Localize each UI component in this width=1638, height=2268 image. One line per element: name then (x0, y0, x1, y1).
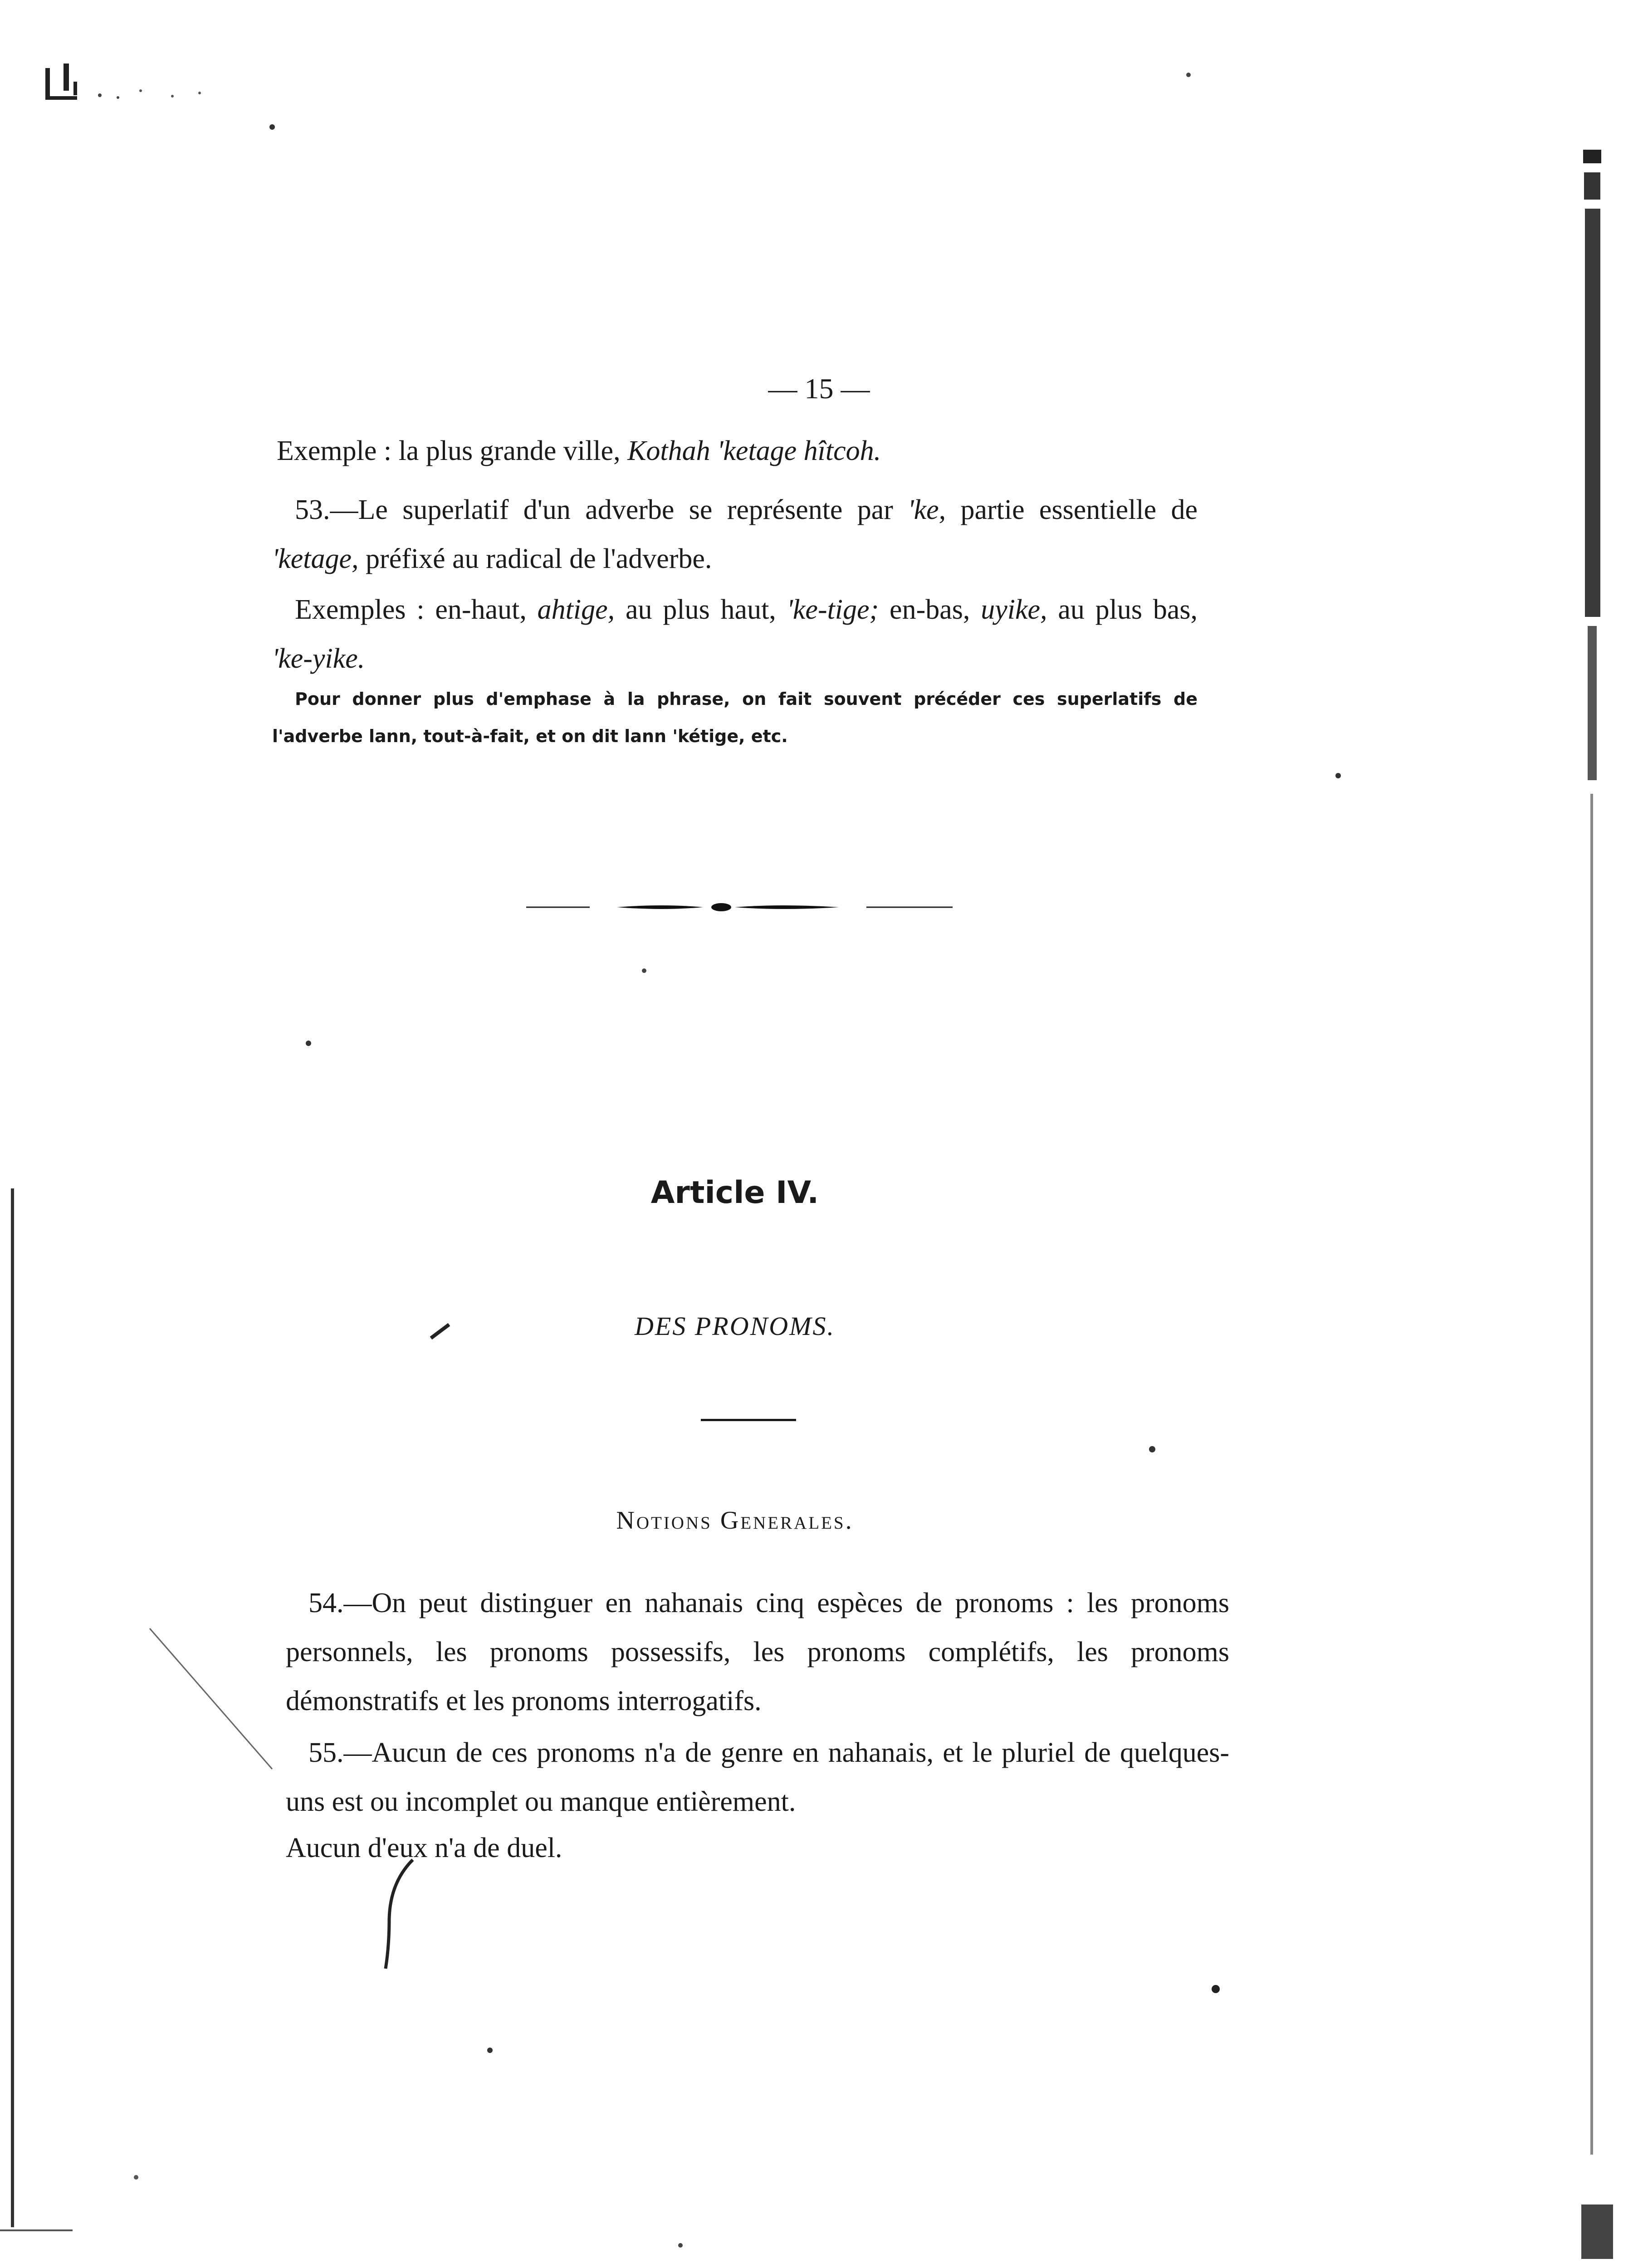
footnote-emphasis: Pour donner plus d'emphase à la phrase, on fait souvent précéder ces superlatifs de l'adverbe lann, tout-à-fait, et on dit lann 'kétige, etc. (272, 689, 1198, 746)
paragraph-53-text-c: préfixé au radical de l'adverbe. (366, 543, 712, 574)
article-title: Article IV. (650, 1175, 819, 1211)
paragraph-53-text-a: Le superlatif d'un adverbe se représente par (358, 494, 893, 525)
section-title: DES PRONOMS. (635, 1311, 835, 1341)
page-number: — 15 — (768, 372, 870, 405)
paragraph-53-term-a: 'ke, (908, 494, 946, 525)
paragraph-53-number: 53.— (295, 494, 358, 525)
examples-plain-4: au plus bas, (1058, 594, 1198, 625)
examples-term-2: 'ke-tige; (787, 594, 879, 625)
examples-term-4: 'ke-yike. (272, 643, 365, 674)
paragraph-55: 55.—Aucun de ces pronoms n'a de genre en nahanais, et le pluriel de quelques-uns est ou incomplet ou manque entièrement. (286, 1737, 1229, 1817)
paragraph-55-note: Aucun d'eux n'a de duel. (286, 1833, 562, 1863)
examples-label: Exemples : (295, 594, 425, 625)
example-label: Exemple : la plus grande ville, (277, 435, 621, 466)
paragraph-53-text-b: partie essentielle de (960, 494, 1198, 525)
subsection-title: Notions Generales. (616, 1506, 854, 1535)
examples-term-3: uyike, (981, 594, 1047, 625)
examples-plain-3: en-bas, (890, 594, 970, 625)
examples-term-1: ahtige, (537, 594, 615, 625)
examples-plain-2: au plus haut, (626, 594, 776, 625)
paragraph-53-term-b: 'ketage, (272, 543, 359, 574)
examples-plain-1: en-haut, (435, 594, 527, 625)
example-term: Kothah 'ketage hîtcoh. (627, 435, 881, 466)
paragraph-54: 54.—On peut distinguer en nahanais cinq espèces de pronoms : les pronoms personnels, les pronoms possessifs, les pronoms complétifs, les pronoms démonstratifs et les pronoms interrogatifs. (286, 1588, 1229, 1716)
